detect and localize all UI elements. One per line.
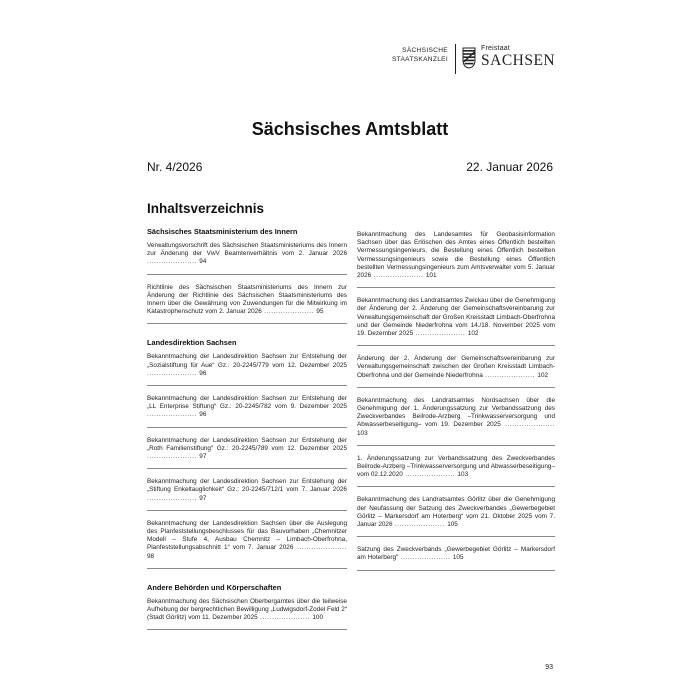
toc-leader-dots: ..................... bbox=[371, 272, 426, 280]
toc-entry-title: Bekanntmachung des Landratsamtes Nordsachsen über die Genehmigung der 1. Änderungssatzung zur Verbandssatzung des Zweckverbandes Beilrode-Arzberg –Trinkwasserversorgung und Abwasserbeseitigung– vom 19. Dezember 2025 bbox=[357, 396, 555, 429]
header-logo bbox=[388, 44, 558, 74]
toc-entry-rule bbox=[147, 468, 347, 469]
toc-leader-dots: ..................... bbox=[147, 369, 200, 377]
kanzlei-line-1: SÄCHSISCHE bbox=[402, 47, 448, 54]
toc-leader-dots: ..................... bbox=[257, 614, 313, 622]
toc-entry[interactable] bbox=[357, 397, 555, 446]
toc-entry-title: Bekanntmachung der Landesdirektion Sachsen über die Auslegung des Planfeststellungsbeschlusses für das Bauvorhaben „Chemnitzer Modell – Stufe 4, Ausbau Chemnitz – Limbach-Oberfrohna, Planfeststellungsabschnitt 1“ vom 7. Januar 2026 bbox=[147, 519, 347, 552]
toc-entry-rule bbox=[147, 568, 347, 569]
toc-entry-title: Bekanntmachung des Sächsischen Oberbergamtes über die teilweise Aufhebung der bergrechtlichen Bewilligung „Ludwigsdorf-Zodel Feld 2“ (Stadt Görlitz) vom 11. Dezember 2025 bbox=[147, 597, 347, 622]
toc-page-ref: 103 bbox=[457, 471, 469, 479]
document-title: Sächsisches Amtsblatt bbox=[251, 119, 449, 139]
toc-entry[interactable] bbox=[147, 478, 347, 511]
toc-entry[interactable] bbox=[147, 242, 347, 275]
toc-entry-rule bbox=[357, 486, 555, 487]
toc-entry-text bbox=[357, 231, 555, 280]
toc-leader-dots: ..................... bbox=[413, 330, 468, 338]
toc-entry-title: Richtlinie des Sächsischen Staatsministeriums des Innern zur Änderung der Richtlinie des Sächsischen Staatsministeriums des Innern über die Gewährung von Zuwendungen für die Mitwirkung im Katastrophenschutz vom 2. Januar 2026 bbox=[147, 283, 347, 316]
toc-page-ref: 97 bbox=[199, 494, 207, 502]
toc-entry-rule bbox=[357, 387, 555, 388]
toc-entry-title: Bekanntmachung des Landesamtes für Geobasisinformation Sachsen über das Erlöschen des Amtes eines Öffentlich bestellten Vermessungsingenieurs, die Bestellung eines Öffentlich bestellten Vermessungsingenieurs sowie die Bestellung eines Öffentlich bestellten Vermessungsingenieurs zum Amtsverwalter vom 5. Januar 2026 bbox=[357, 231, 555, 280]
toc-entry-text bbox=[357, 355, 555, 380]
freistaat-label: Freistaat bbox=[481, 45, 511, 52]
toc-page-ref: 94 bbox=[199, 258, 207, 266]
sachsen-wordmark: SACHSEN bbox=[481, 52, 556, 69]
kanzlei-line-2: STAATSKANZLEI bbox=[391, 56, 448, 63]
toc-entry-title: Bekanntmachung der Landesdirektion Sachsen zur Entstehung der „Roth Familienstiftung“ Gz.: 20-2245/789 vom 12. Dezember 2025 bbox=[147, 436, 347, 452]
toc-section-heading: Sächsisches Staatsministerium des Innern bbox=[147, 227, 298, 236]
toc-entry-rule bbox=[147, 427, 347, 428]
toc-page-ref: 102 bbox=[537, 371, 549, 379]
toc-leader-dots: ..................... bbox=[147, 258, 200, 266]
toc-entry-text bbox=[357, 397, 555, 438]
toc-page-ref: 100 bbox=[312, 614, 324, 622]
toc-entry-text bbox=[147, 353, 347, 378]
toc-leader-dots: ..................... bbox=[398, 554, 453, 562]
toc-entry-rule bbox=[357, 287, 555, 288]
toc-entry-text bbox=[147, 520, 347, 561]
toc-entry-text bbox=[357, 297, 555, 338]
toc-entry-title: Verwaltungsvorschrift des Sächsischen Staatsministeriums des Innern zur Änderung der VwV Beamtenverhältnis vom 2. Januar 2026 bbox=[147, 242, 347, 258]
toc-entry-text bbox=[147, 284, 347, 317]
toc-section-heading: Landesdirektion Sachsen bbox=[147, 338, 237, 348]
toc-entry[interactable] bbox=[147, 520, 347, 569]
toc-left-column bbox=[147, 227, 347, 644]
toc-entry-text bbox=[357, 455, 555, 480]
toc-entry-text bbox=[357, 496, 555, 529]
toc-entry-rule bbox=[147, 629, 347, 630]
toc-leader-dots: ..................... bbox=[147, 411, 200, 419]
toc-entry-text bbox=[147, 437, 347, 462]
toc-entry-rule bbox=[357, 536, 555, 537]
toc-page-ref: 105 bbox=[452, 554, 464, 562]
toc-leader-dots: ..................... bbox=[261, 308, 317, 316]
toc-entry-rule bbox=[357, 570, 555, 571]
toc-entry-text bbox=[147, 395, 347, 420]
toc-entry[interactable] bbox=[147, 353, 347, 386]
toc-page-ref: 98 bbox=[147, 552, 155, 560]
toc-entry[interactable] bbox=[357, 455, 555, 488]
toc-entry-title: Bekanntmachung des Landratsamtes Zwickau über die Genehmigung der Änderung der 2. Änderung der Gemeinschaftsvereinbarung zur Verwaltungsgemeinschaft der Großen Kreisstadt Limbach-Oberfrohna und der Gemeinde Niederfrohna vom 14./18. November 2025 vom 19. Dezember 2025 bbox=[357, 297, 555, 338]
issue-date: 22. Januar 2026 bbox=[466, 160, 553, 174]
toc-leader-dots: ..................... bbox=[147, 494, 200, 502]
toc-page-ref: 101 bbox=[425, 272, 437, 280]
toc-entry[interactable] bbox=[147, 284, 347, 325]
toc-entry-text bbox=[147, 478, 347, 503]
toc-leader-dots: ..................... bbox=[482, 371, 538, 379]
toc-entry[interactable] bbox=[147, 395, 347, 428]
toc-leader-dots: ..................... bbox=[500, 421, 555, 429]
toc-entry-title: Bekanntmachung des Landratsamtes Görlitz über die Genehmigung der Neufassung der Satzung des Zweckverbandes „Gewerbegebiet Görlitz – Markersdorf am Hoterberg“ vom 21. Oktober 2025 vom 7. Januar 2026 bbox=[357, 496, 555, 529]
toc-entry-rule bbox=[357, 445, 555, 446]
page-number: 93 bbox=[545, 664, 553, 671]
toc-entry-title: 1. Änderungssatzung zur Verbandssatzung des Zweckverbandes Beilrode-Arzberg –Trinkwasserversorgung und Abwasserbeseitigung– vom 02.12.2020 bbox=[357, 454, 555, 479]
toc-right-column bbox=[357, 231, 555, 580]
toc-section-heading: Andere Behörden und Körperschaften bbox=[147, 582, 282, 592]
toc-entry-text bbox=[357, 546, 555, 562]
toc-entry-title: Änderung der 2. Änderung der Gemeinschaftsvereinbarung zur Verwaltungsgemeinschaft zwischen der Großen Kreisstadt Limbach-Oberfrohna und der Gemeinde Niederfrohna bbox=[357, 355, 555, 379]
toc-entry-rule bbox=[357, 345, 555, 346]
toc-entry[interactable] bbox=[147, 437, 347, 470]
toc-heading: Inhaltsverzeichnis bbox=[147, 201, 265, 216]
toc-leader-dots: ..................... bbox=[402, 471, 458, 479]
toc-entry[interactable] bbox=[357, 496, 555, 537]
logo-divider bbox=[455, 44, 456, 74]
toc-leader-dots: ..................... bbox=[392, 521, 448, 529]
toc-entry-title: Bekanntmachung der Landesdirektion Sachsen zur Entstehung der „Sozialstiftung für Aue“ Gz.: 20-2245/779 vom 12. Dezember 2025 bbox=[147, 353, 347, 369]
toc-entry-title: Bekanntmachung der Landesdirektion Sachsen zur Entstehung der „Stiftung Enkeltauglichkeit“ Gz.: 20-2245/712/1 vom 7. Januar 2026 bbox=[147, 478, 347, 494]
toc-entry-rule bbox=[147, 385, 347, 386]
toc-entry-rule bbox=[147, 323, 347, 324]
toc-entry-text bbox=[147, 242, 347, 267]
toc-entry[interactable] bbox=[357, 546, 555, 570]
toc-entry[interactable] bbox=[147, 598, 347, 631]
toc-entry-rule bbox=[147, 274, 347, 275]
toc-entry[interactable] bbox=[357, 355, 555, 388]
toc-page-ref: 96 bbox=[199, 411, 207, 419]
toc-page-ref: 97 bbox=[199, 453, 207, 461]
issue-number: Nr. 4/2026 bbox=[147, 160, 203, 174]
toc-entry-title: Satzung des Zweckverbands „Gewerbegebiet Görlitz – Markersdorf am Hoterberg“ bbox=[357, 546, 555, 562]
toc-entry[interactable] bbox=[357, 231, 555, 288]
toc-page-ref: 95 bbox=[316, 308, 324, 316]
toc-entry-text bbox=[147, 598, 347, 623]
toc-entry-title: Bekanntmachung der Landesdirektion Sachsen zur Entstehung der „LL Enterprise Stiftung“ Gz.: 20-2245/782 vom 9. Dezember 2025 bbox=[147, 395, 347, 411]
toc-entry[interactable] bbox=[357, 297, 555, 346]
section-spacer bbox=[147, 639, 347, 644]
toc-leader-dots: ..................... bbox=[147, 453, 200, 461]
toc-entry-rule bbox=[147, 510, 347, 511]
toc-page-ref: 103 bbox=[357, 429, 368, 437]
coat-of-arms-icon bbox=[462, 47, 476, 69]
staatskanzlei-label bbox=[388, 46, 448, 64]
toc-leader-dots: ..................... bbox=[293, 544, 347, 552]
toc-page-ref: 96 bbox=[199, 369, 207, 377]
toc-page-ref: 105 bbox=[447, 521, 458, 529]
toc-page-ref: 102 bbox=[467, 330, 479, 338]
